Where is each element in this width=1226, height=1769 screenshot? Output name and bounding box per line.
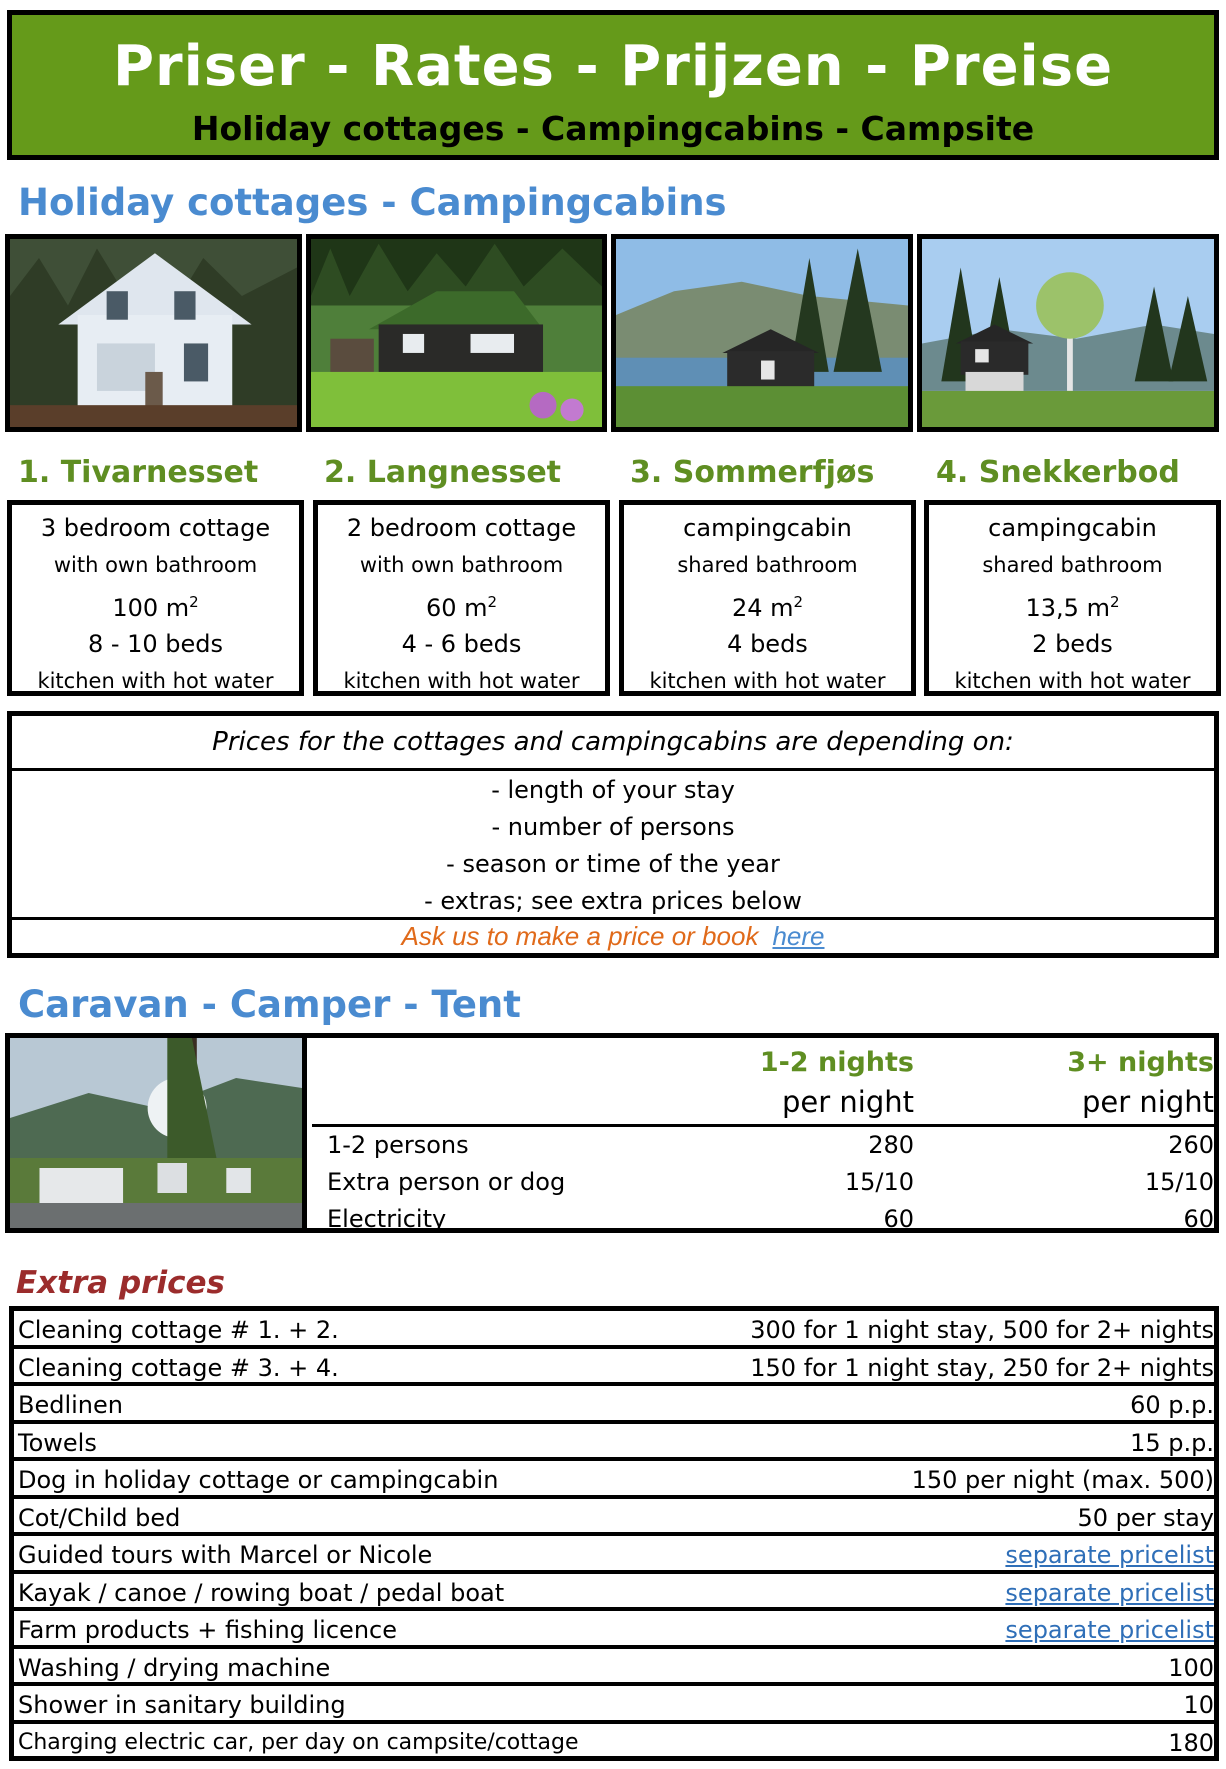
row-label: Shower in sanitary building [18,1691,346,1719]
cottage-area: 60 $m^2$ [425,593,498,622]
table-row [14,1649,1214,1687]
price-3plus-nights: 260 [1168,1131,1214,1159]
row-label: Cleaning cottage # 1. + 2. [18,1316,339,1344]
cottage-beds: 8 - 10 beds [87,630,224,658]
cottage-type: campingcabin [988,514,1157,542]
cottage-bathroom: shared bathroom [677,553,858,577]
table-row [14,1461,1214,1499]
cottage-bathroom: with own bathroom [53,553,258,577]
row-value: 100 [1168,1653,1214,1682]
price-1-2-nights: 60 [883,1205,914,1233]
row-value: 50 per stay [1077,1503,1214,1532]
cottage-type: 3 bedroom cottage [40,514,271,542]
row-label: Cleaning cottage # 3. + 4. [18,1353,339,1382]
row-label: Extra person or dog [327,1168,566,1196]
cottage-name-2: 2. Langnesset [324,455,562,490]
cottage-spec-4 [924,500,1221,696]
cottage-spec-2 [313,500,610,696]
separate-pricelist-link[interactable]: separate pricelist [1005,1578,1214,1607]
table-row [14,1536,1214,1574]
col1-heading: 1-2 nights [759,1047,914,1078]
cottages-section-title: Holiday cottages - Campingcabins [18,181,727,224]
cottage-kitchen: kitchen with hot water [954,669,1191,693]
row-label: Charging electric car, per day on campsite/cottage [18,1729,579,1755]
table-row [14,1574,1214,1612]
table-row [14,1311,1214,1349]
row-label: Electricity [327,1205,447,1233]
cottage-area: 100 $m^2$ [112,593,199,622]
row-label: Washing / drying machine [18,1653,331,1682]
ask-price-text: Ask us to make a price or book [401,921,759,951]
price-factor-item: - extras; see extra prices below [424,887,802,915]
caravan-section-title: Caravan - Camper - Tent [18,983,521,1026]
cottage-photo-snekkerbod [917,234,1219,432]
cottage-type: 2 bedroom cottage [346,514,577,542]
row-label: Dog in holiday cottage or campingcabin [18,1466,499,1494]
table-row [14,1386,1214,1424]
row-value: 150 for 1 night stay, 250 for 2+ nights [750,1353,1214,1382]
table-row [14,1499,1214,1537]
price-factor-item: - season or time of the year [446,850,780,878]
table-row [10,1164,1214,1201]
col2-heading: 3+ nights [1067,1047,1214,1078]
extra-prices-title: Extra prices [16,1265,225,1301]
separate-pricelist-link[interactable]: separate pricelist [1005,1616,1214,1644]
price-factor-item: - number of persons [491,813,735,841]
col1-subheading: per night [782,1085,914,1119]
price-factors-box [7,711,1219,958]
cottage-photo-langnesset [306,234,607,432]
row-label: Kayak / canoe / rowing boat / pedal boat [18,1578,505,1607]
cottage-area: 13,5 $m^2$ [1025,593,1120,622]
table-row [14,1611,1214,1649]
row-label: 1-2 persons [327,1131,469,1159]
cottage-beds: 2 beds [1032,630,1113,658]
row-label: Farm products + fishing licence [18,1616,397,1644]
caravan-price-table [5,1033,1219,1233]
cottage-spec-1 [7,500,304,696]
cottage-name-4: 4. Snekkerbod [936,455,1180,490]
book-here-link[interactable]: here [772,921,825,951]
cottage-kitchen: kitchen with hot water [343,669,580,693]
cottage-area: 24 $m^2$ [731,593,804,622]
cottage-kitchen: kitchen with hot water [649,669,886,693]
cottage-kitchen: kitchen with hot water [37,669,274,693]
price-factor-item: - length of your stay [491,776,735,804]
row-value: 180 [1168,1728,1214,1757]
col2-subheading: per night [1082,1085,1214,1119]
price-factors-heading: Prices for the cottages and campingcabins are depending on: [12,716,1214,771]
page-subtitle: Holiday cottages - Campingcabins - Campsite [191,109,1035,148]
cottage-photo-tivarnesset [5,234,302,432]
separate-pricelist-link[interactable]: separate pricelist [1005,1541,1214,1569]
table-row [10,1201,1214,1238]
price-3plus-nights: 15/10 [1144,1168,1214,1196]
row-value: 60 p.p. [1130,1391,1214,1419]
header-banner [7,10,1219,160]
ask-price-row [12,917,1214,953]
row-value: 300 for 1 night stay, 500 for 2+ nights [750,1316,1214,1344]
cottage-photo-sommerfjos [611,234,913,432]
row-value: 150 per night (max. 500) [911,1466,1214,1494]
row-label: Bedlinen [18,1391,123,1419]
cottage-spec-3 [619,500,916,696]
cottage-name-1: 1. Tivarnesset [18,455,259,490]
table-row [14,1686,1214,1724]
table-row [14,1349,1214,1387]
row-label: Guided tours with Marcel or Nicole [18,1541,433,1569]
cottage-type: campingcabin [683,514,852,542]
table-row [14,1424,1214,1462]
cottage-bathroom: with own bathroom [359,553,564,577]
page-title: Priser - Rates - Prijzen - Preise [112,34,1114,99]
row-value: 15 p.p. [1130,1428,1214,1457]
cottage-bathroom: shared bathroom [982,553,1163,577]
cottage-beds: 4 - 6 beds [401,630,522,658]
cottage-name-3: 3. Sommerfjøs [630,455,875,490]
row-value: 10 [1183,1691,1214,1719]
price-3plus-nights: 60 [1183,1205,1214,1233]
price-1-2-nights: 15/10 [844,1168,914,1196]
price-1-2-nights: 280 [868,1131,914,1159]
table-row [10,1127,1214,1164]
row-label: Towels [18,1428,97,1457]
row-label: Cot/Child bed [18,1503,181,1532]
cottage-beds: 4 beds [727,630,808,658]
extra-prices-table [9,1306,1219,1761]
table-row [14,1724,1214,1762]
